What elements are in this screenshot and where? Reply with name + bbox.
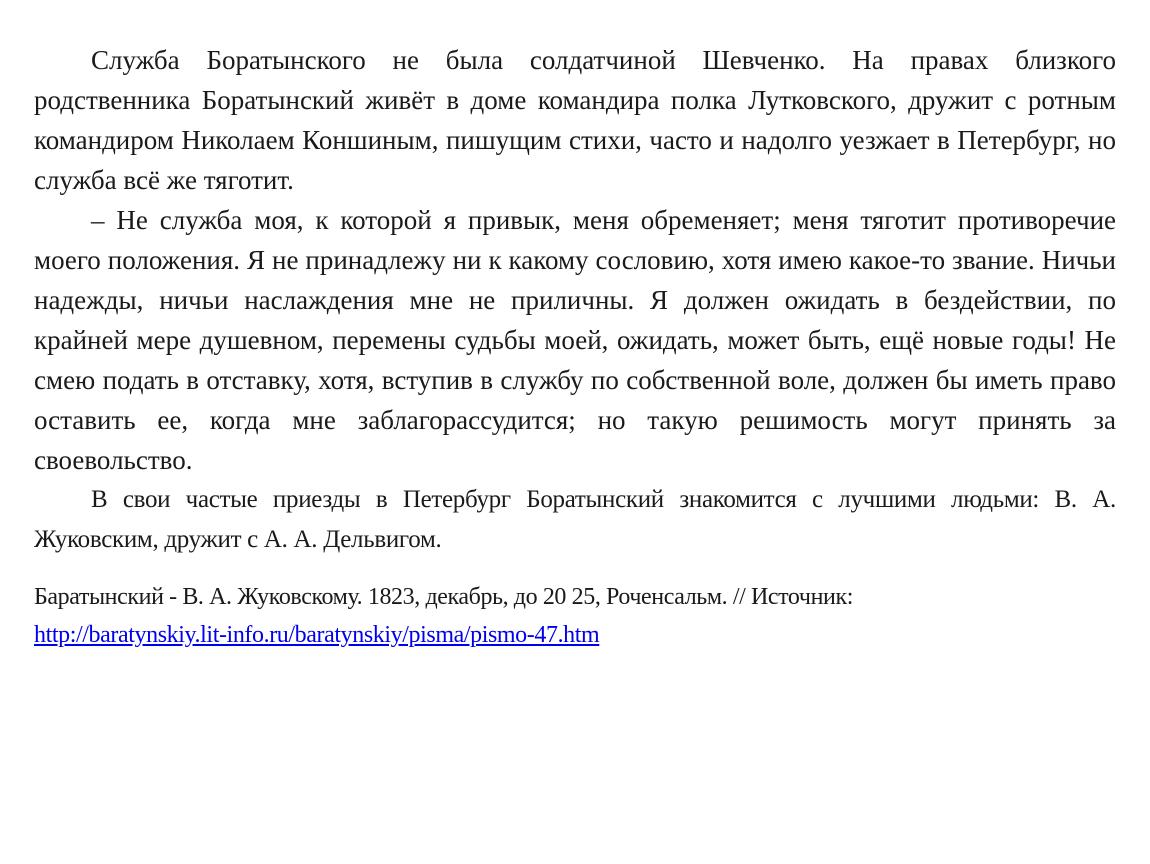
paragraph-petersburg: В свои частые приезды в Петербург Боратынский знакомится с лучшими людьми: В. А. Жуковским, дружит с А. А. Дельвигом.	[34, 486, 1116, 553]
source-citation: Баратынский - В. А. Жуковскому. 1823, декабрь, до 20 25, Роченсальм. // Источник:	[34, 584, 853, 610]
source-note	[34, 578, 853, 654]
paragraph-quote: – Не служба моя, к которой я привык, меня обременяет; меня тяготит противоречие моего положения. Я не принадлежу ни к какому сословию, хотя имею какое-то звание. Ничьи надежды, ничьи наслаждения мне не приличны. Я должен ожидать в бездействии, по крайней мере душевном, перемены судьбы моей, ожидать, может быть, ещё новые годы! Не смею подать в отставку, хотя, вступив в службу по собственной воле, должен бы иметь право оставить ее, когда мне заблагорассудится; но такую решимость могут принять за своевольство.	[34, 205, 1116, 475]
source-link[interactable]: http://baratynskiy.lit-info.ru/baratynskiy/pisma/pismo-47.htm	[34, 622, 600, 648]
paragraph-service: Служба Боратынского не была солдатчиной Шевченко. На правах близкого родственника Боратынский живёт в доме командира полка Лутковского, дружит с ротным командиром Николаем Коншиным, пишущим стихи, часто и надолго уезжает в Петербург, но служба всё же тяготит.	[34, 45, 1116, 195]
document-body	[34, 40, 1116, 560]
